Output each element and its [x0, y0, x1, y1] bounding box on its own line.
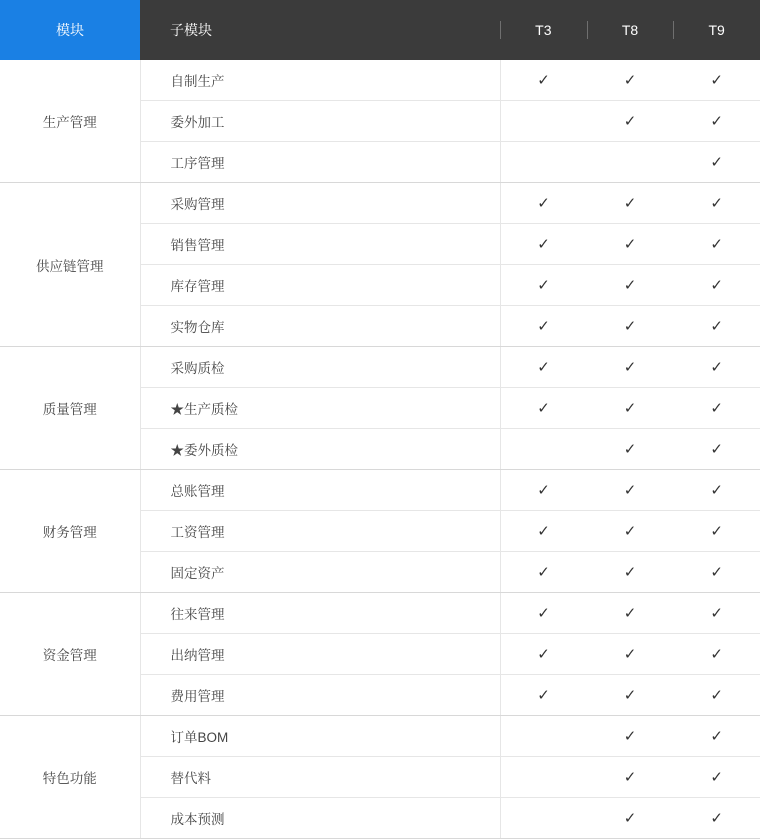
tier-cell-t9 — [673, 552, 760, 593]
tier-cell-t3 — [500, 511, 587, 552]
tier-cell-t8 — [587, 429, 674, 470]
check-icon: ✓ — [623, 193, 637, 212]
tier-cell-t3 — [500, 716, 587, 757]
check-icon: ✓ — [623, 398, 637, 417]
check-icon: ✓ — [537, 644, 550, 663]
module-cell: 生产管理 — [0, 60, 140, 183]
header-tier-t3: T3 — [500, 0, 587, 60]
check-icon: ✓ — [710, 480, 723, 499]
tier-cell-t9 — [673, 265, 760, 306]
check-icon: ✓ — [623, 70, 637, 89]
check-icon: ✓ — [623, 685, 637, 704]
submodule-cell: 采购管理 — [140, 183, 500, 224]
tier-cell-t3 — [500, 60, 587, 101]
module-cell: 资金管理 — [0, 593, 140, 716]
tier-cell-t3 — [500, 101, 587, 142]
check-icon: ✓ — [623, 808, 637, 827]
check-icon: ✓ — [710, 193, 723, 212]
check-icon: ✓ — [710, 275, 723, 294]
check-icon: ✓ — [537, 234, 550, 253]
check-icon: ✓ — [623, 439, 637, 458]
check-icon: ✓ — [623, 275, 637, 294]
check-icon: ✓ — [710, 562, 723, 581]
tier-cell-t3 — [500, 675, 587, 716]
submodule-cell: 工资管理 — [140, 511, 500, 552]
check-icon: ✓ — [710, 316, 723, 335]
check-icon: ✓ — [537, 275, 550, 294]
header-tier-t8: T8 — [587, 0, 674, 60]
check-icon: ✓ — [537, 193, 550, 212]
check-icon: ✓ — [710, 644, 723, 663]
check-icon: ✓ — [710, 726, 723, 745]
tier-cell-t8 — [587, 265, 674, 306]
table-header — [0, 0, 760, 60]
check-icon: ✓ — [710, 234, 723, 253]
submodule-cell: 往来管理 — [140, 593, 500, 634]
check-icon: ✓ — [623, 357, 637, 376]
submodule-cell: 工序管理 — [140, 142, 500, 183]
header-tier-t9: T9 — [673, 0, 760, 60]
check-icon: ✓ — [710, 111, 723, 130]
table-row — [0, 470, 760, 511]
check-icon: ✓ — [710, 152, 723, 171]
tier-cell-t3 — [500, 552, 587, 593]
table-row — [0, 347, 760, 388]
tier-cell-t8 — [587, 511, 674, 552]
tier-cell-t9 — [673, 511, 760, 552]
tier-cell-t9 — [673, 183, 760, 224]
tier-cell-t3 — [500, 470, 587, 511]
module-cell: 供应链管理 — [0, 183, 140, 347]
check-icon: ✓ — [623, 111, 637, 130]
tier-cell-t3 — [500, 798, 587, 839]
submodule-cell: 库存管理 — [140, 265, 500, 306]
tier-cell-t9 — [673, 675, 760, 716]
tier-cell-t8 — [587, 183, 674, 224]
tier-cell-t3 — [500, 593, 587, 634]
tier-cell-t8 — [587, 634, 674, 675]
tier-cell-t3 — [500, 306, 587, 347]
header-row — [0, 0, 760, 60]
tier-cell-t3 — [500, 183, 587, 224]
submodule-cell: 固定资产 — [140, 552, 500, 593]
check-icon: ✓ — [623, 644, 637, 663]
check-icon: ✓ — [710, 685, 723, 704]
check-icon: ✓ — [623, 480, 637, 499]
check-icon: ✓ — [710, 808, 723, 827]
tier-cell-t9 — [673, 634, 760, 675]
tier-cell-t8 — [587, 470, 674, 511]
tier-cell-t3 — [500, 757, 587, 798]
submodule-cell: ★委外质检 — [140, 429, 500, 470]
tier-cell-t9 — [673, 224, 760, 265]
submodule-cell: 出纳管理 — [140, 634, 500, 675]
tier-cell-t8 — [587, 388, 674, 429]
header-module: 模块 — [0, 0, 140, 60]
check-icon: ✓ — [623, 562, 637, 581]
tier-cell-t9 — [673, 347, 760, 388]
module-cell: 质量管理 — [0, 347, 140, 470]
tier-cell-t8 — [587, 757, 674, 798]
check-icon: ✓ — [710, 439, 723, 458]
submodule-cell: 采购质检 — [140, 347, 500, 388]
submodule-cell: 实物仓库 — [140, 306, 500, 347]
check-icon: ✓ — [710, 70, 723, 89]
check-icon: ✓ — [537, 70, 550, 89]
tier-cell-t8 — [587, 675, 674, 716]
table-row — [0, 716, 760, 757]
submodule-cell: ★生产质检 — [140, 388, 500, 429]
table-body — [0, 60, 760, 839]
tier-cell-t8 — [587, 798, 674, 839]
tier-cell-t9 — [673, 306, 760, 347]
tier-cell-t3 — [500, 347, 587, 388]
table-row — [0, 183, 760, 224]
tier-cell-t9 — [673, 798, 760, 839]
tier-cell-t3 — [500, 429, 587, 470]
tier-cell-t8 — [587, 101, 674, 142]
tier-cell-t8 — [587, 306, 674, 347]
table-row — [0, 60, 760, 101]
header-submodule: 子模块 — [140, 0, 500, 60]
tier-cell-t9 — [673, 593, 760, 634]
check-icon: ✓ — [710, 398, 723, 417]
tier-cell-t8 — [587, 60, 674, 101]
check-icon: ✓ — [623, 603, 637, 622]
submodule-cell: 费用管理 — [140, 675, 500, 716]
tier-cell-t3 — [500, 634, 587, 675]
table-row — [0, 593, 760, 634]
submodule-cell: 委外加工 — [140, 101, 500, 142]
tier-cell-t9 — [673, 388, 760, 429]
tier-cell-t9 — [673, 470, 760, 511]
tier-cell-t9 — [673, 716, 760, 757]
check-icon: ✓ — [537, 562, 550, 581]
submodule-cell: 订单BOM — [140, 716, 500, 757]
submodule-cell: 总账管理 — [140, 470, 500, 511]
tier-cell-t8 — [587, 347, 674, 388]
module-cell: 特色功能 — [0, 716, 140, 839]
check-icon: ✓ — [537, 357, 550, 376]
tier-cell-t9 — [673, 101, 760, 142]
tier-cell-t3 — [500, 388, 587, 429]
tier-cell-t8 — [587, 552, 674, 593]
check-icon: ✓ — [623, 726, 637, 745]
check-icon: ✓ — [623, 521, 637, 540]
check-icon: ✓ — [710, 603, 723, 622]
check-icon: ✓ — [623, 316, 637, 335]
tier-cell-t9 — [673, 60, 760, 101]
tier-cell-t3 — [500, 142, 587, 183]
check-icon: ✓ — [537, 398, 550, 417]
check-icon: ✓ — [710, 767, 723, 786]
tier-cell-t9 — [673, 757, 760, 798]
tier-cell-t9 — [673, 142, 760, 183]
submodule-cell: 替代料 — [140, 757, 500, 798]
check-icon: ✓ — [537, 685, 550, 704]
check-icon: ✓ — [537, 316, 550, 335]
tier-cell-t8 — [587, 593, 674, 634]
check-icon: ✓ — [537, 521, 550, 540]
check-icon: ✓ — [537, 480, 550, 499]
check-icon: ✓ — [537, 603, 550, 622]
tier-cell-t9 — [673, 429, 760, 470]
tier-cell-t8 — [587, 716, 674, 757]
tier-cell-t3 — [500, 265, 587, 306]
submodule-cell: 销售管理 — [140, 224, 500, 265]
check-icon: ✓ — [623, 767, 637, 786]
submodule-cell: 自制生产 — [140, 60, 500, 101]
check-icon: ✓ — [710, 357, 723, 376]
tier-cell-t8 — [587, 142, 674, 183]
submodule-cell: 成本预测 — [140, 798, 500, 839]
tier-cell-t3 — [500, 224, 587, 265]
check-icon: ✓ — [623, 234, 637, 253]
check-icon: ✓ — [710, 521, 723, 540]
module-cell: 财务管理 — [0, 470, 140, 593]
tier-cell-t8 — [587, 224, 674, 265]
